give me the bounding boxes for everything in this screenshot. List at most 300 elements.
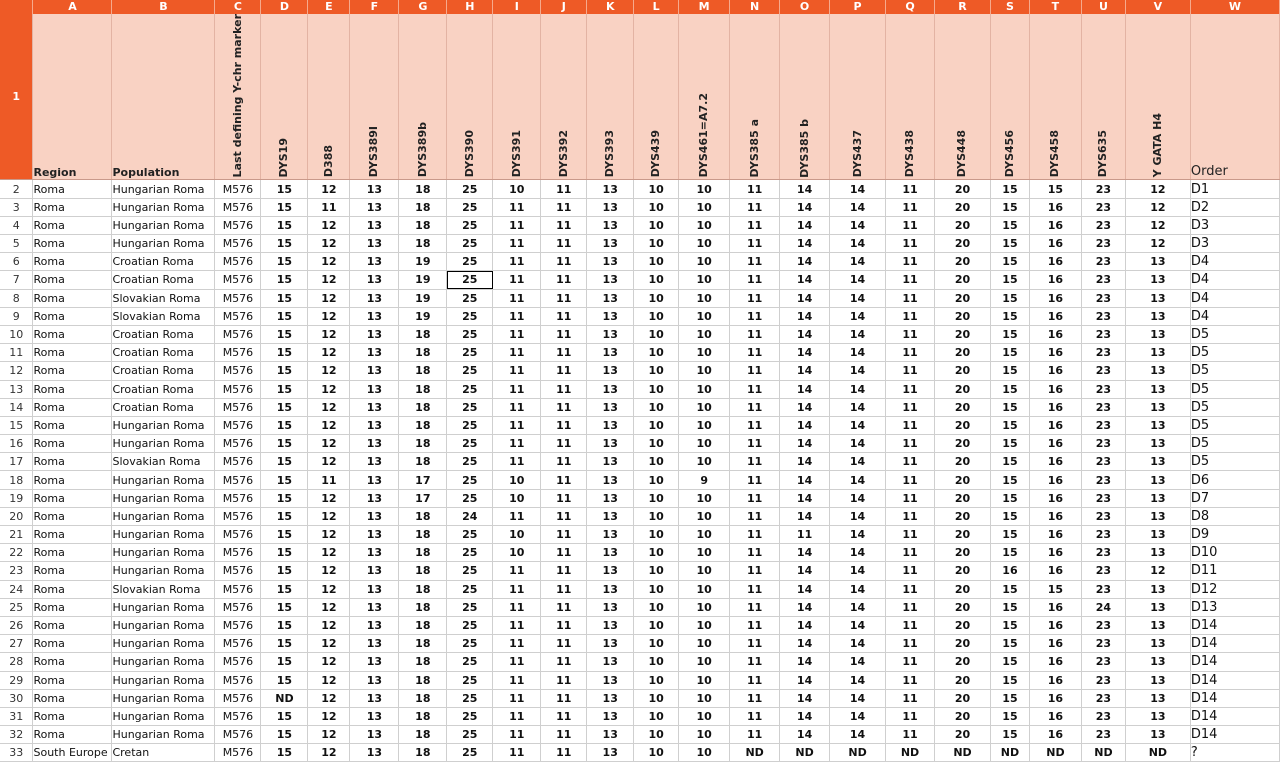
allele-cell[interactable]: 20 xyxy=(935,471,991,489)
population-cell[interactable]: Croatian Roma xyxy=(112,325,215,343)
allele-cell[interactable]: 15 xyxy=(261,216,308,234)
region-cell[interactable]: Roma xyxy=(33,471,112,489)
region-cell[interactable]: Roma xyxy=(33,435,112,453)
allele-cell[interactable]: 25 xyxy=(447,635,493,653)
allele-cell[interactable]: 11 xyxy=(541,671,587,689)
allele-cell[interactable]: 10 xyxy=(634,635,679,653)
allele-cell[interactable]: 11 xyxy=(541,307,587,325)
allele-cell[interactable]: 12 xyxy=(308,580,350,598)
marker-cell[interactable]: M576 xyxy=(215,726,261,744)
allele-cell[interactable]: 11 xyxy=(541,744,587,762)
allele-cell[interactable]: 11 xyxy=(730,453,780,471)
allele-cell[interactable]: 20 xyxy=(935,435,991,453)
allele-cell[interactable]: 11 xyxy=(730,616,780,634)
region-cell[interactable]: Roma xyxy=(33,507,112,525)
allele-cell[interactable]: 13 xyxy=(350,180,399,198)
allele-cell[interactable]: 11 xyxy=(730,198,780,216)
allele-cell[interactable]: 18 xyxy=(399,344,447,362)
region-cell[interactable]: Roma xyxy=(33,416,112,434)
allele-cell[interactable]: 11 xyxy=(730,380,780,398)
allele-cell[interactable]: 12 xyxy=(308,726,350,744)
population-cell[interactable]: Hungarian Roma xyxy=(112,198,215,216)
allele-cell[interactable]: 15 xyxy=(261,362,308,380)
locus-header-cell[interactable] xyxy=(587,14,634,180)
allele-cell[interactable]: 11 xyxy=(730,253,780,271)
allele-cell[interactable]: 16 xyxy=(1029,307,1081,325)
allele-cell[interactable]: 20 xyxy=(935,398,991,416)
allele-cell[interactable]: 23 xyxy=(1081,453,1125,471)
allele-cell[interactable]: 11 xyxy=(886,471,935,489)
row-header[interactable]: 3 xyxy=(0,198,33,216)
allele-cell[interactable]: 11 xyxy=(730,271,780,289)
row-header[interactable]: 27 xyxy=(0,635,33,653)
allele-cell[interactable]: 14 xyxy=(780,416,830,434)
marker-cell[interactable]: M576 xyxy=(215,271,261,289)
region-cell[interactable]: Roma xyxy=(33,598,112,616)
allele-cell[interactable]: 14 xyxy=(780,344,830,362)
allele-cell[interactable]: 11 xyxy=(886,598,935,616)
allele-cell[interactable]: 18 xyxy=(399,726,447,744)
allele-cell[interactable]: 12 xyxy=(308,180,350,198)
allele-cell[interactable]: 15 xyxy=(261,307,308,325)
allele-cell[interactable]: 16 xyxy=(1029,416,1081,434)
allele-cell[interactable]: 10 xyxy=(679,307,730,325)
allele-cell[interactable]: 10 xyxy=(679,253,730,271)
allele-cell[interactable]: 23 xyxy=(1081,398,1125,416)
allele-cell[interactable]: 10 xyxy=(634,435,679,453)
allele-cell[interactable]: 14 xyxy=(830,325,886,343)
order-cell[interactable]: D5 xyxy=(1190,435,1279,453)
allele-cell[interactable]: 11 xyxy=(886,453,935,471)
allele-cell[interactable]: 15 xyxy=(990,726,1029,744)
allele-cell[interactable]: 25 xyxy=(447,180,493,198)
allele-cell[interactable]: 11 xyxy=(730,580,780,598)
allele-cell[interactable]: 13 xyxy=(587,653,634,671)
allele-cell[interactable]: 10 xyxy=(679,489,730,507)
allele-cell[interactable]: 14 xyxy=(780,380,830,398)
allele-cell[interactable]: 23 xyxy=(1081,180,1125,198)
allele-cell[interactable]: 13 xyxy=(350,362,399,380)
allele-cell[interactable]: 10 xyxy=(634,689,679,707)
allele-cell[interactable]: 13 xyxy=(1125,289,1190,307)
allele-cell[interactable]: 14 xyxy=(830,307,886,325)
allele-cell[interactable]: 10 xyxy=(493,489,541,507)
order-cell[interactable]: D8 xyxy=(1190,507,1279,525)
row-header[interactable]: 21 xyxy=(0,526,33,544)
allele-cell[interactable]: 16 xyxy=(1029,507,1081,525)
row-header[interactable]: 1 xyxy=(0,14,33,180)
allele-cell[interactable]: 12 xyxy=(308,435,350,453)
allele-cell[interactable]: 13 xyxy=(587,198,634,216)
allele-cell[interactable]: 13 xyxy=(587,726,634,744)
allele-cell[interactable]: 13 xyxy=(1125,489,1190,507)
allele-cell[interactable]: 16 xyxy=(1029,689,1081,707)
row-header[interactable]: 2 xyxy=(0,180,33,198)
allele-cell[interactable]: 11 xyxy=(493,507,541,525)
allele-cell[interactable]: 14 xyxy=(830,635,886,653)
allele-cell[interactable]: 13 xyxy=(350,707,399,725)
allele-cell[interactable]: 11 xyxy=(886,325,935,343)
allele-cell[interactable]: 25 xyxy=(447,453,493,471)
allele-cell[interactable]: 10 xyxy=(679,216,730,234)
marker-cell[interactable]: M576 xyxy=(215,544,261,562)
region-cell[interactable]: Roma xyxy=(33,562,112,580)
allele-cell[interactable]: 13 xyxy=(587,689,634,707)
allele-cell[interactable]: 25 xyxy=(447,362,493,380)
order-cell[interactable]: D5 xyxy=(1190,453,1279,471)
allele-cell[interactable]: 12 xyxy=(308,544,350,562)
allele-cell[interactable]: 13 xyxy=(1125,253,1190,271)
column-header-j[interactable]: J xyxy=(541,0,587,14)
allele-cell[interactable]: 13 xyxy=(587,671,634,689)
allele-cell[interactable]: 11 xyxy=(493,580,541,598)
allele-cell[interactable]: 20 xyxy=(935,362,991,380)
allele-cell[interactable]: 15 xyxy=(261,253,308,271)
allele-cell[interactable]: 10 xyxy=(679,707,730,725)
region-cell[interactable]: Roma xyxy=(33,653,112,671)
allele-cell[interactable]: 13 xyxy=(587,471,634,489)
column-header-w[interactable]: W xyxy=(1190,0,1279,14)
allele-cell[interactable]: 11 xyxy=(541,198,587,216)
allele-cell[interactable]: 11 xyxy=(886,216,935,234)
locus-header-cell[interactable] xyxy=(830,14,886,180)
allele-cell[interactable]: 13 xyxy=(587,362,634,380)
allele-cell[interactable]: 11 xyxy=(886,307,935,325)
allele-cell[interactable]: 15 xyxy=(990,598,1029,616)
allele-cell[interactable]: 14 xyxy=(830,598,886,616)
allele-cell[interactable]: 10 xyxy=(634,707,679,725)
allele-cell[interactable]: 16 xyxy=(1029,562,1081,580)
allele-cell[interactable]: 11 xyxy=(541,653,587,671)
allele-cell[interactable]: 15 xyxy=(261,544,308,562)
allele-cell[interactable]: ND xyxy=(1081,744,1125,762)
region-cell[interactable]: Roma xyxy=(33,489,112,507)
allele-cell[interactable]: 12 xyxy=(1125,216,1190,234)
allele-cell[interactable]: 14 xyxy=(830,198,886,216)
allele-cell[interactable]: 13 xyxy=(1125,307,1190,325)
allele-cell[interactable]: 11 xyxy=(493,235,541,253)
allele-cell[interactable]: 11 xyxy=(886,635,935,653)
allele-cell[interactable]: 13 xyxy=(350,653,399,671)
allele-cell[interactable]: 18 xyxy=(399,380,447,398)
allele-cell[interactable]: 14 xyxy=(780,707,830,725)
allele-cell[interactable]: 12 xyxy=(308,380,350,398)
order-cell[interactable]: D5 xyxy=(1190,380,1279,398)
order-cell[interactable]: D7 xyxy=(1190,489,1279,507)
allele-cell[interactable]: 13 xyxy=(350,726,399,744)
allele-cell[interactable]: 11 xyxy=(886,580,935,598)
allele-cell[interactable]: 11 xyxy=(493,416,541,434)
allele-cell[interactable]: 15 xyxy=(990,544,1029,562)
allele-cell[interactable]: 23 xyxy=(1081,726,1125,744)
allele-cell[interactable]: 15 xyxy=(261,726,308,744)
allele-cell[interactable]: 15 xyxy=(990,416,1029,434)
allele-cell[interactable]: 11 xyxy=(730,344,780,362)
allele-cell[interactable]: 10 xyxy=(679,689,730,707)
allele-cell[interactable]: 12 xyxy=(308,616,350,634)
allele-cell[interactable]: 20 xyxy=(935,344,991,362)
marker-cell[interactable]: M576 xyxy=(215,198,261,216)
allele-cell[interactable]: 20 xyxy=(935,271,991,289)
allele-cell[interactable]: 23 xyxy=(1081,526,1125,544)
allele-cell[interactable]: 23 xyxy=(1081,707,1125,725)
allele-cell[interactable]: 12 xyxy=(308,562,350,580)
population-cell[interactable]: Cretan xyxy=(112,744,215,762)
allele-cell[interactable]: 14 xyxy=(780,489,830,507)
allele-cell[interactable]: 11 xyxy=(730,507,780,525)
allele-cell[interactable]: ND xyxy=(780,744,830,762)
allele-cell[interactable]: 20 xyxy=(935,526,991,544)
allele-cell[interactable]: 12 xyxy=(308,289,350,307)
locus-header-cell[interactable] xyxy=(308,14,350,180)
order-cell[interactable]: D12 xyxy=(1190,580,1279,598)
allele-cell[interactable]: 13 xyxy=(587,507,634,525)
allele-cell[interactable]: 13 xyxy=(587,416,634,434)
allele-cell[interactable]: 15 xyxy=(261,344,308,362)
allele-cell[interactable]: 14 xyxy=(830,344,886,362)
allele-cell[interactable]: 13 xyxy=(350,235,399,253)
allele-cell[interactable]: 14 xyxy=(830,653,886,671)
order-cell[interactable]: D1 xyxy=(1190,180,1279,198)
allele-cell[interactable]: 10 xyxy=(634,344,679,362)
column-header-d[interactable]: D xyxy=(261,0,308,14)
population-header[interactable]: Population xyxy=(112,14,215,180)
allele-cell[interactable]: 20 xyxy=(935,198,991,216)
allele-cell[interactable]: 20 xyxy=(935,216,991,234)
allele-cell[interactable]: 13 xyxy=(1125,689,1190,707)
marker-cell[interactable]: M576 xyxy=(215,653,261,671)
column-header-v[interactable]: V xyxy=(1125,0,1190,14)
allele-cell[interactable]: 10 xyxy=(679,726,730,744)
allele-cell[interactable]: 23 xyxy=(1081,289,1125,307)
marker-cell[interactable]: M576 xyxy=(215,744,261,762)
order-cell[interactable]: D14 xyxy=(1190,726,1279,744)
allele-cell[interactable]: 14 xyxy=(830,526,886,544)
allele-cell[interactable]: 12 xyxy=(308,507,350,525)
allele-cell[interactable]: 11 xyxy=(493,253,541,271)
allele-cell[interactable]: 11 xyxy=(541,562,587,580)
row-header[interactable]: 20 xyxy=(0,507,33,525)
allele-cell[interactable]: 20 xyxy=(935,307,991,325)
allele-cell[interactable]: 15 xyxy=(261,435,308,453)
allele-cell[interactable]: 16 xyxy=(1029,216,1081,234)
allele-cell[interactable]: 10 xyxy=(679,598,730,616)
population-cell[interactable]: Hungarian Roma xyxy=(112,562,215,580)
allele-cell[interactable]: 12 xyxy=(308,307,350,325)
allele-cell[interactable]: 15 xyxy=(990,616,1029,634)
allele-cell[interactable]: 18 xyxy=(399,325,447,343)
allele-cell[interactable]: 10 xyxy=(679,416,730,434)
row-header[interactable]: 29 xyxy=(0,671,33,689)
locus-header-cell[interactable] xyxy=(730,14,780,180)
allele-cell[interactable]: 11 xyxy=(541,453,587,471)
locus-header-cell[interactable] xyxy=(1125,14,1190,180)
allele-cell[interactable]: 15 xyxy=(990,471,1029,489)
allele-cell[interactable]: 20 xyxy=(935,416,991,434)
allele-cell[interactable]: 13 xyxy=(587,289,634,307)
allele-cell[interactable]: 13 xyxy=(350,344,399,362)
row-header[interactable]: 5 xyxy=(0,235,33,253)
allele-cell[interactable]: 13 xyxy=(1125,507,1190,525)
allele-cell[interactable]: 11 xyxy=(493,198,541,216)
allele-cell[interactable]: 25 xyxy=(447,398,493,416)
allele-cell[interactable]: 23 xyxy=(1081,471,1125,489)
allele-cell[interactable]: 11 xyxy=(886,235,935,253)
order-cell[interactable]: ? xyxy=(1190,744,1279,762)
allele-cell[interactable]: 19 xyxy=(399,289,447,307)
allele-cell[interactable]: 14 xyxy=(780,435,830,453)
allele-cell[interactable]: 14 xyxy=(780,635,830,653)
allele-cell[interactable]: 15 xyxy=(261,398,308,416)
allele-cell[interactable]: 11 xyxy=(730,707,780,725)
allele-cell[interactable]: 11 xyxy=(493,726,541,744)
allele-cell[interactable]: 10 xyxy=(634,653,679,671)
allele-cell[interactable]: 10 xyxy=(679,180,730,198)
order-cell[interactable]: D5 xyxy=(1190,344,1279,362)
allele-cell[interactable]: 11 xyxy=(541,216,587,234)
allele-cell[interactable]: 11 xyxy=(493,653,541,671)
allele-cell[interactable]: 16 xyxy=(1029,380,1081,398)
allele-cell[interactable]: 20 xyxy=(935,489,991,507)
allele-cell[interactable]: 11 xyxy=(541,180,587,198)
allele-cell[interactable]: 16 xyxy=(1029,544,1081,562)
allele-cell[interactable]: 10 xyxy=(634,253,679,271)
region-cell[interactable]: Roma xyxy=(33,325,112,343)
allele-cell[interactable]: 25 xyxy=(447,435,493,453)
region-cell[interactable]: Roma xyxy=(33,580,112,598)
row-header[interactable]: 33 xyxy=(0,744,33,762)
allele-cell[interactable]: 20 xyxy=(935,635,991,653)
allele-cell[interactable]: 18 xyxy=(399,398,447,416)
allele-cell[interactable]: 15 xyxy=(261,707,308,725)
allele-cell[interactable]: 11 xyxy=(730,598,780,616)
allele-cell[interactable]: 10 xyxy=(679,562,730,580)
allele-cell[interactable]: 18 xyxy=(399,653,447,671)
allele-cell[interactable]: 15 xyxy=(261,180,308,198)
marker-cell[interactable]: M576 xyxy=(215,489,261,507)
allele-cell[interactable]: 11 xyxy=(730,726,780,744)
population-cell[interactable]: Hungarian Roma xyxy=(112,671,215,689)
locus-header-cell[interactable] xyxy=(886,14,935,180)
allele-cell[interactable]: 13 xyxy=(350,544,399,562)
allele-cell[interactable]: 15 xyxy=(1029,180,1081,198)
allele-cell[interactable]: 13 xyxy=(1125,435,1190,453)
row-header[interactable]: 22 xyxy=(0,544,33,562)
marker-cell[interactable]: M576 xyxy=(215,471,261,489)
allele-cell[interactable]: 11 xyxy=(730,689,780,707)
allele-cell[interactable]: 16 xyxy=(1029,671,1081,689)
allele-cell[interactable]: 15 xyxy=(261,598,308,616)
column-header-u[interactable]: U xyxy=(1081,0,1125,14)
allele-cell[interactable]: 11 xyxy=(541,526,587,544)
allele-cell[interactable]: 15 xyxy=(990,435,1029,453)
allele-cell[interactable]: 11 xyxy=(886,398,935,416)
region-cell[interactable]: Roma xyxy=(33,289,112,307)
locus-header-cell[interactable] xyxy=(541,14,587,180)
allele-cell[interactable]: 11 xyxy=(541,616,587,634)
allele-cell[interactable]: 13 xyxy=(350,507,399,525)
allele-cell[interactable]: 13 xyxy=(350,435,399,453)
allele-cell[interactable]: 11 xyxy=(886,507,935,525)
allele-cell[interactable]: 15 xyxy=(990,380,1029,398)
marker-cell[interactable]: M576 xyxy=(215,180,261,198)
region-cell[interactable]: Roma xyxy=(33,726,112,744)
region-cell[interactable]: Roma xyxy=(33,526,112,544)
allele-cell[interactable]: 12 xyxy=(308,416,350,434)
allele-cell[interactable]: 10 xyxy=(634,489,679,507)
allele-cell[interactable]: 16 xyxy=(1029,616,1081,634)
allele-cell[interactable]: ND xyxy=(886,744,935,762)
allele-cell[interactable]: 13 xyxy=(587,544,634,562)
allele-cell[interactable]: 15 xyxy=(261,671,308,689)
allele-cell[interactable]: ND xyxy=(261,689,308,707)
allele-cell[interactable]: 25 xyxy=(447,726,493,744)
column-header-g[interactable]: G xyxy=(399,0,447,14)
allele-cell[interactable]: 20 xyxy=(935,726,991,744)
allele-cell[interactable]: 23 xyxy=(1081,344,1125,362)
allele-cell[interactable]: 16 xyxy=(1029,435,1081,453)
order-cell[interactable]: D5 xyxy=(1190,325,1279,343)
allele-cell[interactable]: 11 xyxy=(730,180,780,198)
allele-cell[interactable]: 20 xyxy=(935,671,991,689)
allele-cell[interactable]: 13 xyxy=(1125,416,1190,434)
allele-cell[interactable]: 12 xyxy=(308,653,350,671)
allele-cell[interactable]: 18 xyxy=(399,616,447,634)
allele-cell[interactable]: 13 xyxy=(1125,271,1190,289)
selected-cell[interactable]: 25 xyxy=(447,271,493,289)
population-cell[interactable]: Croatian Roma xyxy=(112,271,215,289)
allele-cell[interactable]: 14 xyxy=(830,707,886,725)
allele-cell[interactable]: 10 xyxy=(634,526,679,544)
column-header-r[interactable]: R xyxy=(935,0,991,14)
allele-cell[interactable]: 13 xyxy=(587,325,634,343)
marker-cell[interactable]: M576 xyxy=(215,671,261,689)
allele-cell[interactable]: 11 xyxy=(730,362,780,380)
locus-header-cell[interactable] xyxy=(990,14,1029,180)
allele-cell[interactable]: 11 xyxy=(886,489,935,507)
allele-cell[interactable]: 15 xyxy=(990,180,1029,198)
region-cell[interactable]: Roma xyxy=(33,689,112,707)
order-cell[interactable]: D4 xyxy=(1190,271,1279,289)
allele-cell[interactable]: 16 xyxy=(1029,707,1081,725)
region-cell[interactable]: Roma xyxy=(33,398,112,416)
allele-cell[interactable]: 10 xyxy=(493,471,541,489)
allele-cell[interactable]: 14 xyxy=(830,216,886,234)
allele-cell[interactable]: 10 xyxy=(679,271,730,289)
allele-cell[interactable]: 10 xyxy=(634,471,679,489)
allele-cell[interactable]: 23 xyxy=(1081,235,1125,253)
allele-cell[interactable]: 14 xyxy=(780,580,830,598)
allele-cell[interactable]: 15 xyxy=(990,325,1029,343)
locus-header-cell[interactable] xyxy=(447,14,493,180)
marker-cell[interactable]: M576 xyxy=(215,362,261,380)
population-cell[interactable]: Hungarian Roma xyxy=(112,507,215,525)
row-header[interactable]: 23 xyxy=(0,562,33,580)
population-cell[interactable]: Hungarian Roma xyxy=(112,598,215,616)
allele-cell[interactable]: 14 xyxy=(830,271,886,289)
row-header[interactable]: 30 xyxy=(0,689,33,707)
allele-cell[interactable]: 12 xyxy=(308,344,350,362)
allele-cell[interactable]: 13 xyxy=(587,180,634,198)
allele-cell[interactable]: 13 xyxy=(587,598,634,616)
allele-cell[interactable]: 11 xyxy=(493,671,541,689)
allele-cell[interactable]: 13 xyxy=(587,526,634,544)
allele-cell[interactable]: 14 xyxy=(830,671,886,689)
allele-cell[interactable]: 10 xyxy=(493,544,541,562)
population-cell[interactable]: Hungarian Roma xyxy=(112,544,215,562)
allele-cell[interactable]: 14 xyxy=(780,653,830,671)
allele-cell[interactable]: 10 xyxy=(634,398,679,416)
